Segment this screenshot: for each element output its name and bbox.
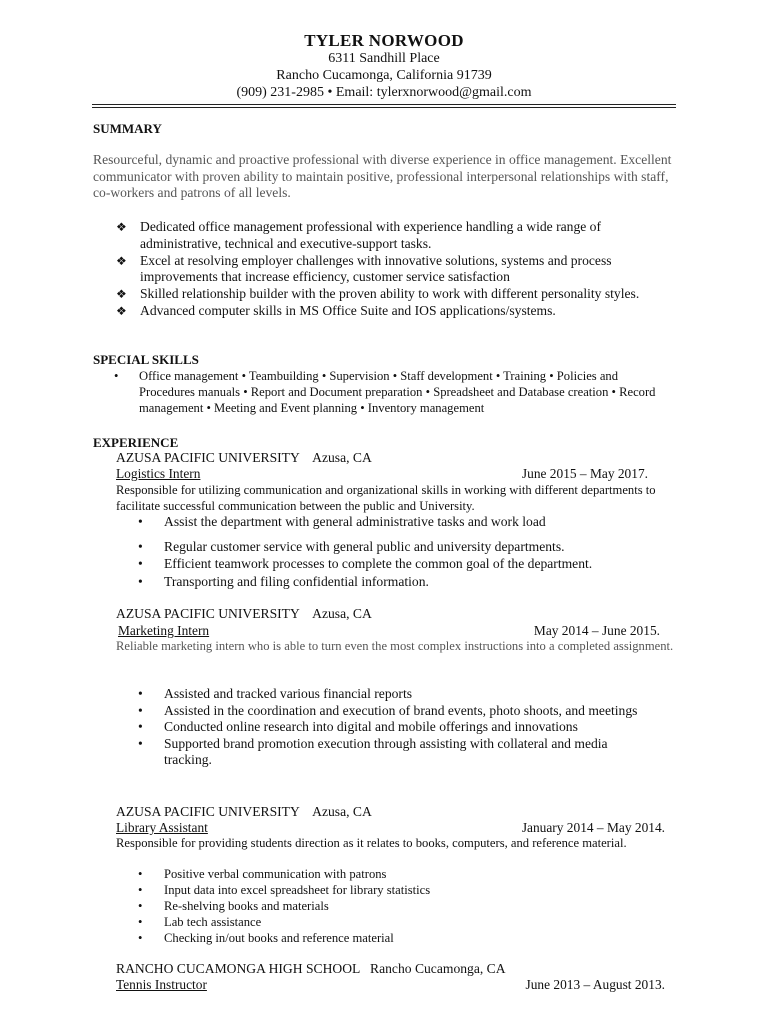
- bullet-icon: •: [138, 735, 143, 751]
- bullet-icon: •: [138, 702, 143, 718]
- bullet-icon: •: [138, 883, 143, 897]
- bullet-icon: •: [114, 369, 119, 383]
- job-organization: AZUSA PACIFIC UNIVERSITY Azusa, CA: [116, 606, 372, 621]
- job-duties-list: [138, 686, 658, 769]
- list-item: ❖ Dedicated office management professional with experience handling a wide range of administrative, technical and executive-support tasks.: [116, 219, 601, 251]
- summary-paragraph: Resourceful, dynamic and proactive professional with diverse experience in office management. Excellent communicator with proven ability to maintain positive, professional interpersonal relationships with staff, co-workers and patrons of all levels.: [93, 152, 672, 200]
- bullet-icon: •: [138, 573, 143, 589]
- list-item: • Assist the department with general administrative tasks and work load: [138, 514, 546, 529]
- list-item: • Assisted in the coordination and execution of brand events, photo shoots, and meetings: [138, 702, 638, 718]
- job-dates: January 2014 – May 2014.: [521, 820, 665, 835]
- list-item: • Assisted and tracked various financial reports: [138, 686, 413, 701]
- list-item: • Transporting and filing confidential information.: [138, 573, 429, 589]
- header-divider-bottom: [92, 107, 676, 108]
- diamond-bullet-icon: ❖: [116, 287, 127, 302]
- job-dates: June 2015 – May 2017.: [521, 466, 648, 481]
- bullet-icon: •: [138, 899, 143, 913]
- experience-heading: EXPERIENCE: [93, 435, 179, 450]
- job-organization: RANCHO CUCAMONGA HIGH SCHOOL Rancho Cucamonga, CA: [116, 961, 506, 976]
- list-item: • Conducted online research into digital and mobile offerings and innovations: [138, 719, 578, 734]
- bullet-icon: •: [138, 686, 143, 701]
- bullet-icon: •: [138, 931, 143, 945]
- summary-heading: SUMMARY: [93, 121, 162, 136]
- list-item: • Lab tech assistance: [138, 915, 262, 929]
- bullet-icon: •: [138, 915, 143, 929]
- summary-bullet-list: [116, 219, 646, 320]
- address-line-1: 6311 Sandhill Place: [328, 51, 440, 66]
- job-title: Library Assistant: [116, 820, 208, 835]
- list-item: [114, 368, 674, 416]
- list-item: • Supported brand promotion execution through assisting with collateral and media tracking.: [138, 735, 608, 767]
- job-organization: AZUSA PACIFIC UNIVERSITY Azusa, CA: [116, 804, 372, 819]
- list-item: ❖ Skilled relationship builder with the proven ability to work with different personality styles.: [116, 286, 640, 302]
- job-dates: May 2014 – June 2015.: [533, 623, 660, 638]
- diamond-bullet-icon: ❖: [116, 303, 127, 318]
- job-duties-list: [138, 514, 668, 590]
- bullet-icon: •: [138, 514, 143, 529]
- bullet-icon: •: [138, 867, 143, 881]
- job-title: Marketing Intern: [118, 623, 210, 638]
- list-item: • Positive verbal communication with patrons: [138, 867, 387, 881]
- special-skills-list: [114, 368, 674, 416]
- job-title: Tennis Instructor: [116, 977, 207, 992]
- job-description: Reliable marketing intern who is able to turn even the most complex instructions into a completed assignment.: [116, 639, 674, 653]
- diamond-bullet-icon: ❖: [116, 220, 127, 234]
- list-item: ❖ Excel at resolving employer challenges with innovative solutions, systems and process improvements that increase efficiency, customer service satisfaction: [116, 252, 612, 285]
- candidate-name: TYLER NORWOOD: [304, 31, 464, 50]
- contact-line: (909) 231-2985 • Email: tylerxnorwood@gmail.com: [236, 85, 532, 100]
- list-item: • Input data into excel spreadsheet for library statistics: [138, 883, 431, 897]
- address-line-2: Rancho Cucamonga, California 91739: [276, 68, 492, 83]
- list-item: • Efficient teamwork processes to complete the common goal of the department.: [138, 556, 593, 571]
- job-organization: AZUSA PACIFIC UNIVERSITY Azusa, CA: [116, 450, 372, 465]
- special-skills-heading: SPECIAL SKILLS: [93, 352, 199, 367]
- bullet-icon: •: [138, 556, 143, 571]
- bullet-icon: •: [138, 538, 143, 554]
- job-description: Responsible for providing students direction as it relates to books, computers, and reference material.: [116, 836, 627, 850]
- special-skills-text: Office management • Teambuilding • Supervision • Staff development • Training • Policies and Procedures manuals • Report and Document preparation • Spreadsheet and Database creation • Record management • Meeting and Event planning • Inventory management: [139, 369, 656, 415]
- list-item: • Checking in/out books and reference material: [138, 931, 394, 945]
- list-item: • Re-shelving books and materials: [138, 899, 329, 913]
- list-item: ❖ Advanced computer skills in MS Office Suite and IOS applications/systems.: [116, 302, 556, 318]
- list-item: • Regular customer service with general public and university departments.: [138, 538, 565, 554]
- diamond-bullet-icon: ❖: [116, 253, 127, 268]
- header-divider-top: [92, 104, 676, 105]
- job-description: Responsible for utilizing communication and organizational skills in working with different departments to facilitate successful communication between the public and University.: [116, 483, 656, 513]
- bullet-icon: •: [138, 719, 143, 734]
- job-duties-list: [138, 866, 658, 946]
- job-title: Logistics Intern: [116, 466, 201, 481]
- job-dates: June 2013 – August 2013.: [525, 977, 665, 992]
